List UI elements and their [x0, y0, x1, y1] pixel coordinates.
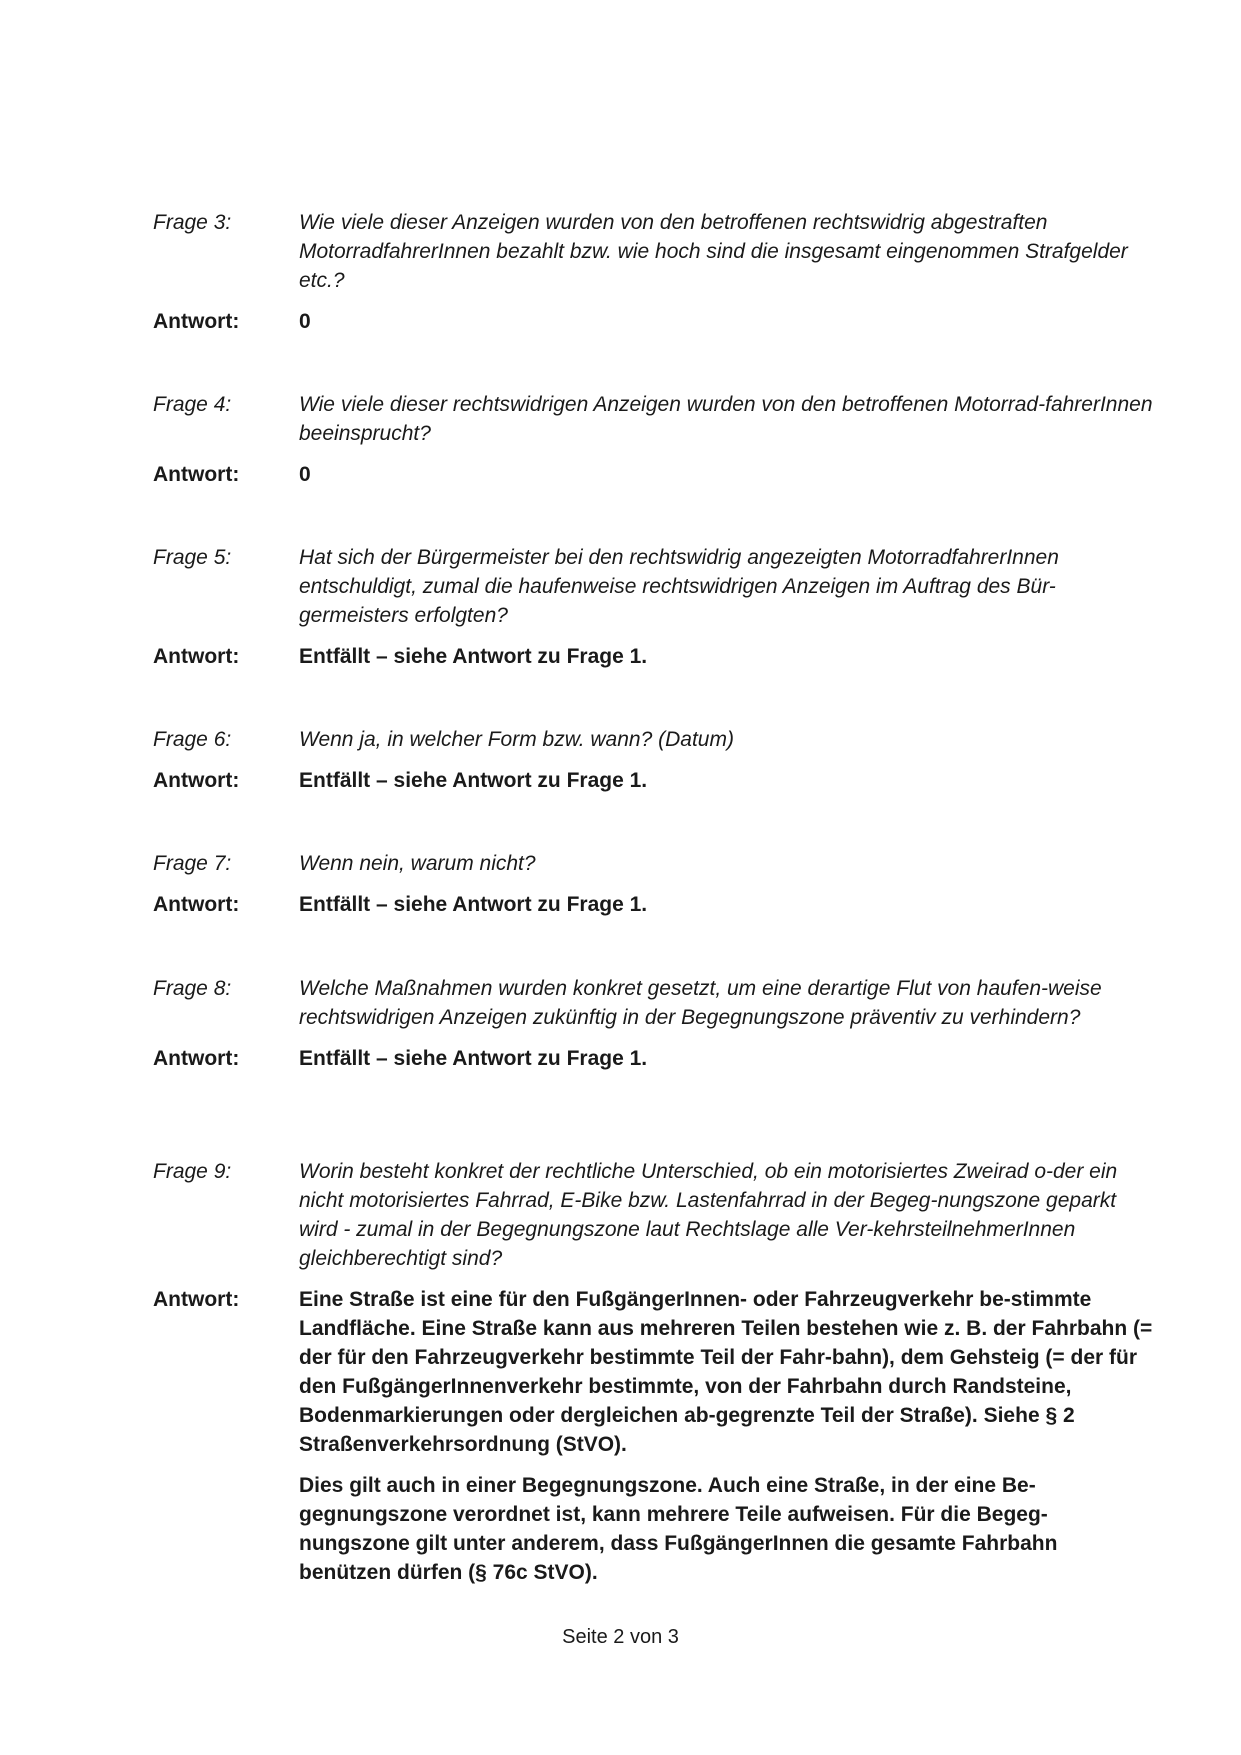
question-row [153, 208, 1153, 295]
answer-row [153, 766, 1153, 795]
answer-row [153, 890, 1153, 919]
answer-label: Antwort: [153, 463, 240, 486]
question-row [153, 849, 1153, 878]
answer-label: Antwort: [153, 769, 240, 792]
page-footer: Seite 2 von 3 [562, 1626, 679, 1648]
qa-block-frage-4 [153, 390, 1153, 489]
question-row [153, 974, 1153, 1032]
qa-block-frage-8 [153, 974, 1153, 1073]
answer-text [299, 1044, 1154, 1073]
question-text: Wenn ja, in welcher Form bzw. wann? (Datum) [299, 728, 734, 751]
question-label: Frage 8: [153, 977, 232, 1000]
answer-paragraph: Eine Straße ist eine für den FußgängerInnen- oder Fahrzeugverkehr be-stimmte Landfläche. Eine Straße kann aus mehreren Teilen bestehen wie z. B. der Fahrbahn (= der für den Fahrzeugverkehr bestimmte Teil der Fahr-bahn), dem Gehsteig (= der für den FußgängerInnenverkehr bestimmte, von der Fahrbahn durch Randsteine, Bodenmarkierungen oder dergleichen ab-gegrenzte Teil der Straße). Siehe § 2 Straßenverkehrsordnung (StVO). [299, 1288, 1153, 1456]
question-row [153, 543, 1153, 630]
answer-paragraph: Dies gilt auch in einer Begegnungszone. Auch eine Straße, in der eine Be-gegnungszone verordnet ist, kann mehrere Teile aufweisen. Für die Begeg-nungszone gilt unter anderem, dass FußgängerInnen die gesamte Fahrbahn benützen dürfen (§ 76c StVO). [299, 1474, 1058, 1584]
question-text: Wie viele dieser rechtswidrigen Anzeigen wurden von den betroffenen Motorrad-fahrerInnen beeinsprucht? [299, 393, 1153, 445]
answer-label: Antwort: [153, 1047, 240, 1070]
answer-text [299, 766, 1154, 795]
question-text: Worin besteht konkret der rechtliche Unterschied, ob ein motorisiertes Zweirad o-der ein nicht motorisiertes Fahrrad, E-Bike bzw. Lastenfahrrad in der Begeg-nungszone geparkt wird - zumal in der Begegnungszone laut Rechtslage alle Ver-kehrsteilnehmerInnen gleichberechtigt sind? [299, 1160, 1118, 1270]
qa-block-frage-3 [153, 208, 1153, 336]
question-row [153, 390, 1153, 448]
answer-paragraph: 0 [299, 463, 311, 486]
answer-label: Antwort: [153, 310, 240, 333]
answer-row [153, 1044, 1153, 1073]
question-text: Wie viele dieser Anzeigen wurden von den betroffenen rechtswidrig abgestraften MotorradfahrerInnen bezahlt bzw. wie hoch sind die insgesamt eingenommen Strafgelder etc.? [299, 211, 1128, 292]
question-row [153, 725, 1153, 754]
answer-paragraph: Entfällt – siehe Antwort zu Frage 1. [299, 769, 648, 792]
answer-label: Antwort: [153, 893, 240, 916]
answer-paragraph: Entfällt – siehe Antwort zu Frage 1. [299, 1047, 648, 1070]
answer-paragraph: Entfällt – siehe Antwort zu Frage 1. [299, 893, 648, 916]
answer-text [299, 460, 1154, 489]
answer-label: Antwort: [153, 645, 240, 668]
qa-block-frage-9 [153, 1157, 1153, 1587]
question-text: Welche Maßnahmen wurden konkret gesetzt, um eine derartige Flut von haufen-weise rechtswidrigen Anzeigen zukünftig in der Begegnungszone präventiv zu verhindern? [299, 977, 1102, 1029]
question-label: Frage 7: [153, 852, 232, 875]
answer-label: Antwort: [153, 1288, 240, 1311]
answer-text [299, 1285, 1154, 1587]
answer-paragraph: 0 [299, 310, 311, 333]
answer-row [153, 642, 1153, 671]
answer-text [299, 307, 1154, 336]
question-text: Hat sich der Bürgermeister bei den rechtswidrig angezeigten MotorradfahrerInnen entschuldigt, zumal die haufenweise rechtswidrigen Anzeigen im Auftrag des Bür-germeisters erfolgten? [299, 546, 1059, 627]
question-label: Frage 6: [153, 728, 232, 751]
qa-block-frage-5 [153, 543, 1153, 671]
answer-row [153, 307, 1153, 336]
question-label: Frage 5: [153, 546, 232, 569]
qa-block-frage-6 [153, 725, 1153, 795]
answer-paragraph: Entfällt – siehe Antwort zu Frage 1. [299, 645, 648, 668]
question-label: Frage 4: [153, 393, 232, 416]
answer-text [299, 890, 1154, 919]
answer-text [299, 642, 1154, 671]
question-row [153, 1157, 1153, 1273]
question-text: Wenn nein, warum nicht? [299, 852, 536, 875]
answer-row [153, 460, 1153, 489]
answer-row [153, 1285, 1153, 1587]
question-label: Frage 9: [153, 1160, 232, 1183]
qa-block-frage-7 [153, 849, 1153, 919]
question-label: Frage 3: [153, 211, 232, 234]
